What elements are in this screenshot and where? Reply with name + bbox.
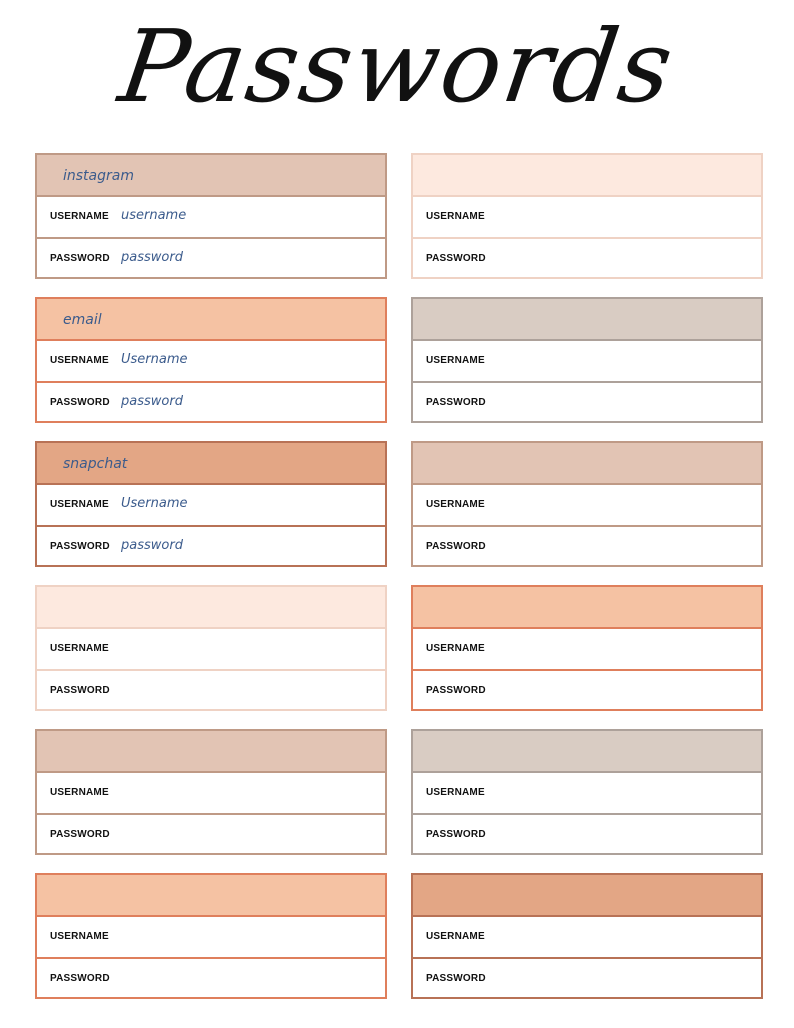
username-row[interactable]	[37, 341, 385, 383]
password-row[interactable]	[37, 815, 385, 855]
password-label: PASSWORD	[426, 973, 486, 984]
password-label: PASSWORD	[50, 541, 110, 552]
page-title: Passwords	[112, 8, 682, 125]
card-header[interactable]	[37, 299, 385, 341]
password-row[interactable]	[413, 383, 761, 423]
password-label: PASSWORD	[426, 829, 486, 840]
username-label: USERNAME	[426, 931, 485, 942]
site-name[interactable]: email	[63, 312, 102, 328]
card-header[interactable]	[37, 731, 385, 773]
username-label: USERNAME	[50, 211, 109, 222]
username-label: USERNAME	[426, 211, 485, 222]
password-row[interactable]	[37, 239, 385, 279]
card-header[interactable]	[413, 155, 761, 197]
username-row[interactable]	[37, 485, 385, 527]
password-label: PASSWORD	[426, 685, 486, 696]
username-label: USERNAME	[50, 931, 109, 942]
password-value[interactable]: password	[121, 394, 183, 409]
username-label: USERNAME	[426, 499, 485, 510]
password-card	[411, 153, 763, 279]
username-row[interactable]	[413, 341, 761, 383]
password-card	[35, 153, 387, 279]
password-label: PASSWORD	[50, 973, 110, 984]
username-label: USERNAME	[50, 355, 109, 366]
username-label: USERNAME	[426, 787, 485, 798]
password-row[interactable]	[37, 527, 385, 567]
username-row[interactable]	[37, 917, 385, 959]
username-row[interactable]	[37, 629, 385, 671]
username-label: USERNAME	[50, 499, 109, 510]
card-header[interactable]	[413, 443, 761, 485]
card-header[interactable]	[37, 155, 385, 197]
password-label: PASSWORD	[426, 397, 486, 408]
password-row[interactable]	[413, 239, 761, 279]
username-row[interactable]	[413, 773, 761, 815]
password-card	[411, 729, 763, 855]
card-header[interactable]	[413, 299, 761, 341]
username-row[interactable]	[37, 773, 385, 815]
card-header[interactable]	[37, 587, 385, 629]
username-label: USERNAME	[50, 787, 109, 798]
card-header[interactable]	[37, 875, 385, 917]
password-label: PASSWORD	[50, 685, 110, 696]
password-label: PASSWORD	[426, 253, 486, 264]
username-value[interactable]: Username	[121, 352, 188, 367]
password-card	[35, 873, 387, 999]
card-header[interactable]	[413, 731, 761, 773]
username-row[interactable]	[413, 917, 761, 959]
password-row[interactable]	[37, 671, 385, 711]
password-value[interactable]: password	[121, 538, 183, 553]
password-card	[35, 441, 387, 567]
site-name[interactable]: instagram	[63, 168, 134, 184]
username-row[interactable]	[37, 197, 385, 239]
password-label: PASSWORD	[50, 397, 110, 408]
card-header[interactable]	[37, 443, 385, 485]
password-label: PASSWORD	[426, 541, 486, 552]
username-value[interactable]: Username	[121, 496, 188, 511]
password-card	[411, 873, 763, 999]
password-card	[411, 441, 763, 567]
site-name[interactable]: snapchat	[63, 456, 128, 472]
password-label: PASSWORD	[50, 253, 110, 264]
password-value[interactable]: password	[121, 250, 183, 265]
username-row[interactable]	[413, 629, 761, 671]
password-card	[411, 585, 763, 711]
password-card	[35, 729, 387, 855]
username-row[interactable]	[413, 197, 761, 239]
password-row[interactable]	[413, 959, 761, 999]
username-label: USERNAME	[426, 355, 485, 366]
password-row[interactable]	[37, 383, 385, 423]
username-label: USERNAME	[426, 643, 485, 654]
password-card	[411, 297, 763, 423]
card-header[interactable]	[413, 587, 761, 629]
password-label: PASSWORD	[50, 829, 110, 840]
password-row[interactable]	[413, 815, 761, 855]
password-row[interactable]	[413, 527, 761, 567]
username-row[interactable]	[413, 485, 761, 527]
card-header[interactable]	[413, 875, 761, 917]
username-label: USERNAME	[50, 643, 109, 654]
username-value[interactable]: username	[121, 208, 187, 223]
password-card	[35, 585, 387, 711]
password-row[interactable]	[37, 959, 385, 999]
password-card	[35, 297, 387, 423]
password-row[interactable]	[413, 671, 761, 711]
